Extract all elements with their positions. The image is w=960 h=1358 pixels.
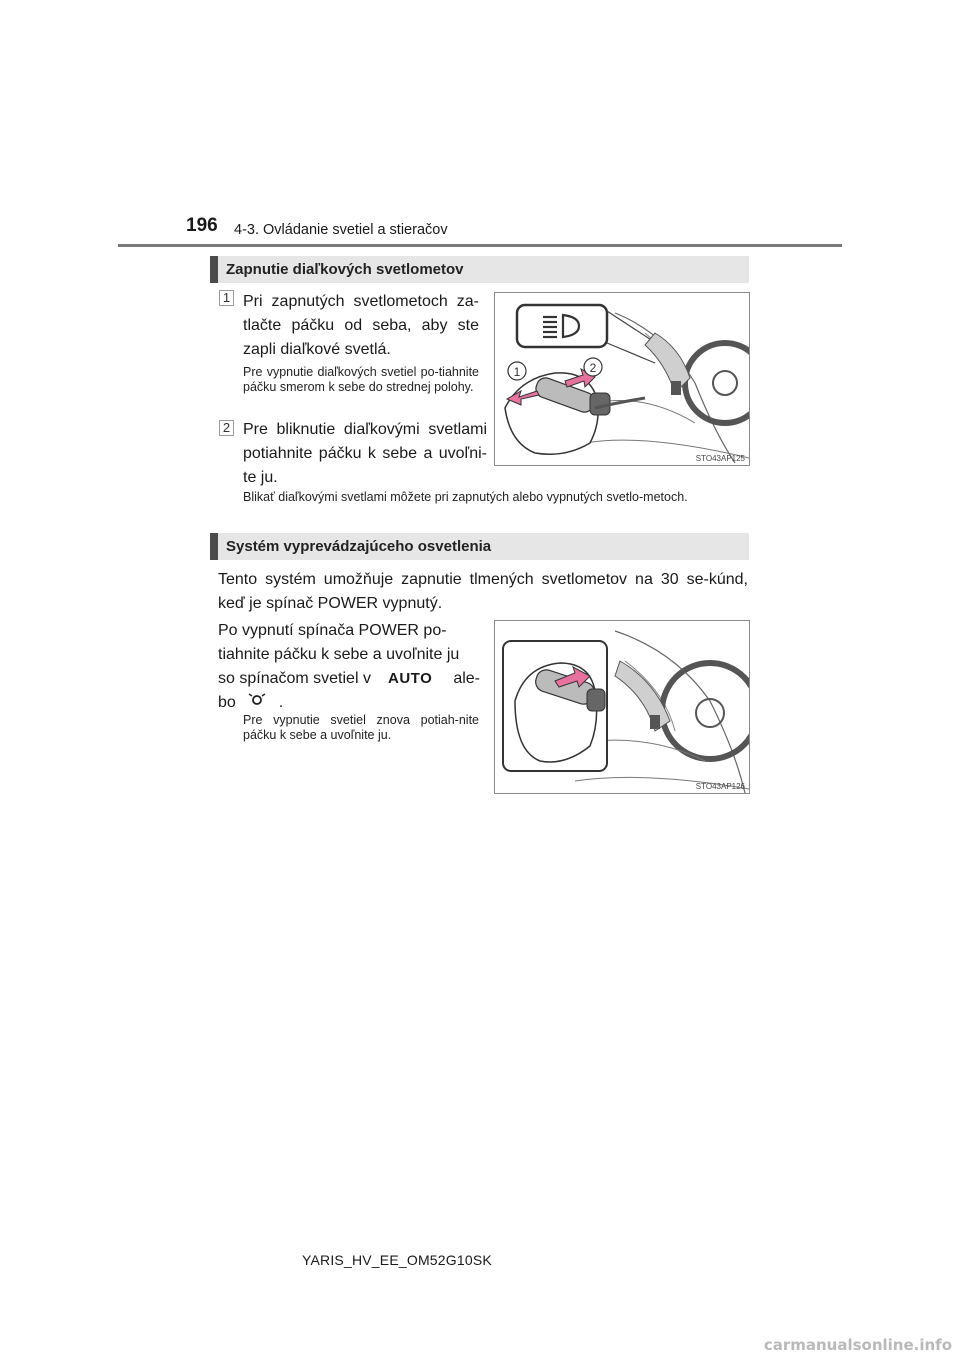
follow-me-line-3	[218, 667, 480, 691]
follow-me-intro: Tento systém umožňuje zapnutie tlmených svetlometov na 30 se-kúnd, keď je spínač POWER vypnutý.	[218, 571, 748, 612]
step-number-1: 1	[219, 290, 234, 306]
heading-follow-me	[210, 533, 749, 560]
auto-switch-icon: AUTO	[388, 670, 433, 687]
heading-high-beam-label: Zapnutie diaľkových svetlometov	[226, 261, 464, 278]
follow-me-note: Pre vypnutie svetiel znova potiah-nite páčku k sebe a uvoľnite ju.	[243, 713, 479, 742]
lever-illustration-1	[495, 293, 749, 465]
section-title: 4-3. Ovládanie svetiel a stieračov	[234, 222, 448, 238]
follow-me-line-4a: bo	[218, 694, 236, 712]
high-beam-note: Blikať diaľkovými svetlami môžete pri zapnutých alebo vypnutých svetlo-metoch.	[243, 490, 688, 504]
headlight-switch-icon	[246, 691, 268, 715]
watermark: carmanualsonline.info	[763, 1336, 952, 1354]
step1-text: Pri zapnutých svetlometoch za-tlačte páčku od seba, aby ste zapli diaľkové svetlá.	[243, 293, 479, 358]
follow-me-line-3b: ale-	[453, 670, 480, 687]
step2-text: Pre bliknutie diaľkovými svetlami potiahnite páčku k sebe a uvoľni-te ju.	[243, 421, 487, 486]
follow-me-line-4	[218, 691, 480, 715]
figure-high-beam-lever	[494, 292, 750, 466]
document-id: YARIS_HV_EE_OM52G10SK	[302, 1252, 492, 1268]
callout-1: 1	[513, 365, 521, 379]
heading-high-beam	[210, 256, 749, 283]
figure-follow-me-lever	[494, 620, 750, 794]
step-number-2: 2	[219, 420, 234, 436]
follow-me-line-2: tiahnite páčku k sebe a uvoľnite ju	[218, 646, 460, 663]
heading-follow-me-label: Systém vyprevádzajúceho osvetlenia	[226, 538, 492, 555]
follow-me-text	[218, 619, 480, 715]
follow-me-line-1: Po vypnutí spínača POWER po-	[218, 622, 447, 639]
header-rule	[118, 244, 842, 247]
figure-code-1: STO43AP125	[695, 454, 745, 463]
follow-me-line-4b: .	[278, 694, 284, 712]
figure-code-2: STO43AP126	[695, 782, 745, 791]
follow-me-line-3a: so spínačom svetiel v	[218, 670, 371, 687]
step1-note: Pre vypnutie diaľkových svetiel po-tiahnite páčku smerom k sebe do strednej polohy.	[243, 365, 479, 394]
page-number: 196	[186, 215, 218, 236]
lever-illustration-2	[495, 621, 749, 793]
callout-2: 2	[589, 361, 597, 375]
